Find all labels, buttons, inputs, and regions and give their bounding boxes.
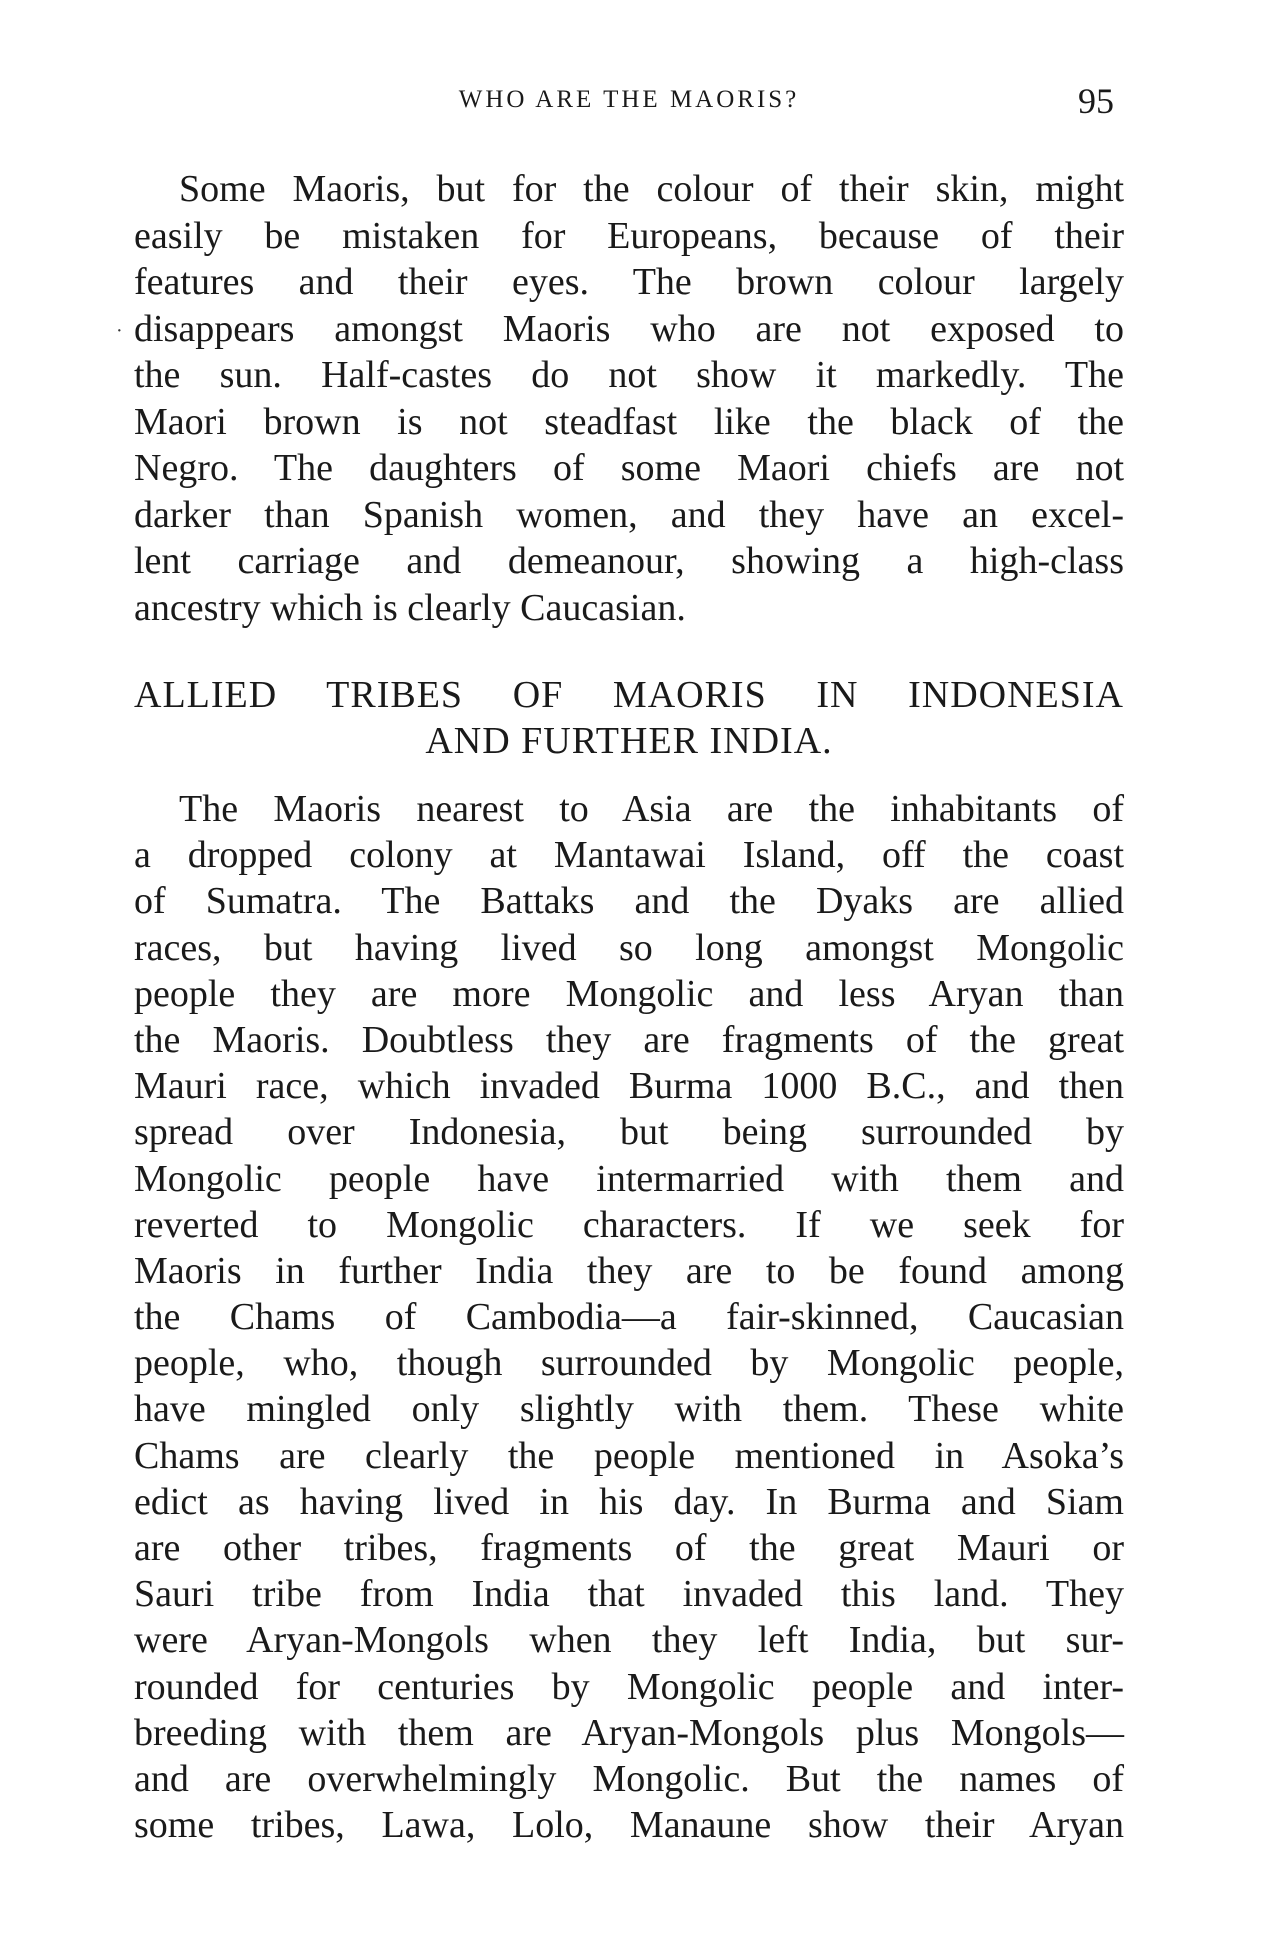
text-line: are other tribes, fragments of the great Mauri or	[134, 1527, 1124, 1569]
text-line: Chams are clearly the people mentioned in Asoka’s	[134, 1434, 1124, 1477]
text-line: have mingled only slightly with them. These white	[134, 1388, 1124, 1431]
text-line: a dropped colony at Mantawai Island, off the coast	[134, 834, 1124, 877]
text-line: reverted to Mongolic characters. If we seek for	[134, 1203, 1124, 1246]
text-line: edict as having lived in his day. In Burma and Siam	[134, 1480, 1124, 1523]
text-line: easily be mistaken for Europeans, because of their	[134, 214, 1124, 257]
text-line: Some Maoris, but for the colour of their skin, might	[179, 168, 1124, 210]
text-line: rounded for centuries by Mongolic people and inter-	[134, 1665, 1124, 1708]
text-line: the Chams of Cambodia—a fair-skinned, Caucasian	[134, 1296, 1124, 1339]
text-line: of Sumatra. The Battaks and the Dyaks are allied	[134, 880, 1124, 923]
text-line: ancestry which is clearly Caucasian.	[134, 586, 686, 629]
text-line: people, who, though surrounded by Mongolic people,	[134, 1342, 1124, 1385]
text-line: and are overwhelmingly Mongolic. But the names of	[134, 1757, 1124, 1800]
running-head	[134, 80, 1124, 124]
text-line: Mongolic people have intermarried with them and	[134, 1157, 1124, 1200]
text-line: Mauri race, which invaded Burma 1000 B.C., and then	[134, 1065, 1124, 1108]
paragraph-2	[134, 786, 1124, 1848]
page-number: 95	[1078, 81, 1114, 121]
text-line: Maoris in further India they are to be found among	[134, 1249, 1124, 1292]
text-line: people they are more Mongolic and less Aryan than	[134, 972, 1124, 1015]
text-line: some tribes, Lawa, Lolo, Manaune show their Aryan	[134, 1804, 1124, 1847]
margin-mark: ·	[116, 320, 123, 342]
section-heading	[134, 672, 1124, 764]
section-heading-line-1: ALLIED TRIBES OF MAORIS IN INDONESIA	[134, 674, 1124, 716]
text-line: the sun. Half-castes do not show it markedly. The	[134, 354, 1124, 396]
paragraph-1	[134, 166, 1124, 631]
text-line: Negro. The daughters of some Maori chiefs are not	[134, 447, 1124, 489]
text-line: Sauri tribe from India that invaded this land. They	[134, 1573, 1124, 1616]
text-line: Maori brown is not steadfast like the black of the	[134, 400, 1124, 443]
section-heading-line-2: AND FURTHER INDIA.	[425, 720, 833, 762]
text-line: The Maoris nearest to Asia are the inhabitants of	[179, 788, 1124, 830]
text-line: spread over Indonesia, but being surrounded by	[134, 1111, 1124, 1154]
text-line: races, but having lived so long amongst Mongolic	[134, 926, 1124, 969]
text-line: lent carriage and demeanour, showing a high-class	[134, 540, 1124, 582]
running-title: WHO ARE THE MAORIS?	[458, 86, 800, 113]
text-line: the Maoris. Doubtless they are fragments of the great	[134, 1018, 1124, 1061]
text-line: darker than Spanish women, and they have an excel-	[134, 493, 1124, 536]
text-line: were Aryan-Mongols when they left India, but sur-	[134, 1619, 1124, 1662]
text-line: features and their eyes. The brown colour largely	[134, 261, 1124, 303]
text-line: breeding with them are Aryan-Mongols plus Mongols—	[134, 1711, 1124, 1754]
text-line: disappears amongst Maoris who are not exposed to	[134, 307, 1124, 350]
